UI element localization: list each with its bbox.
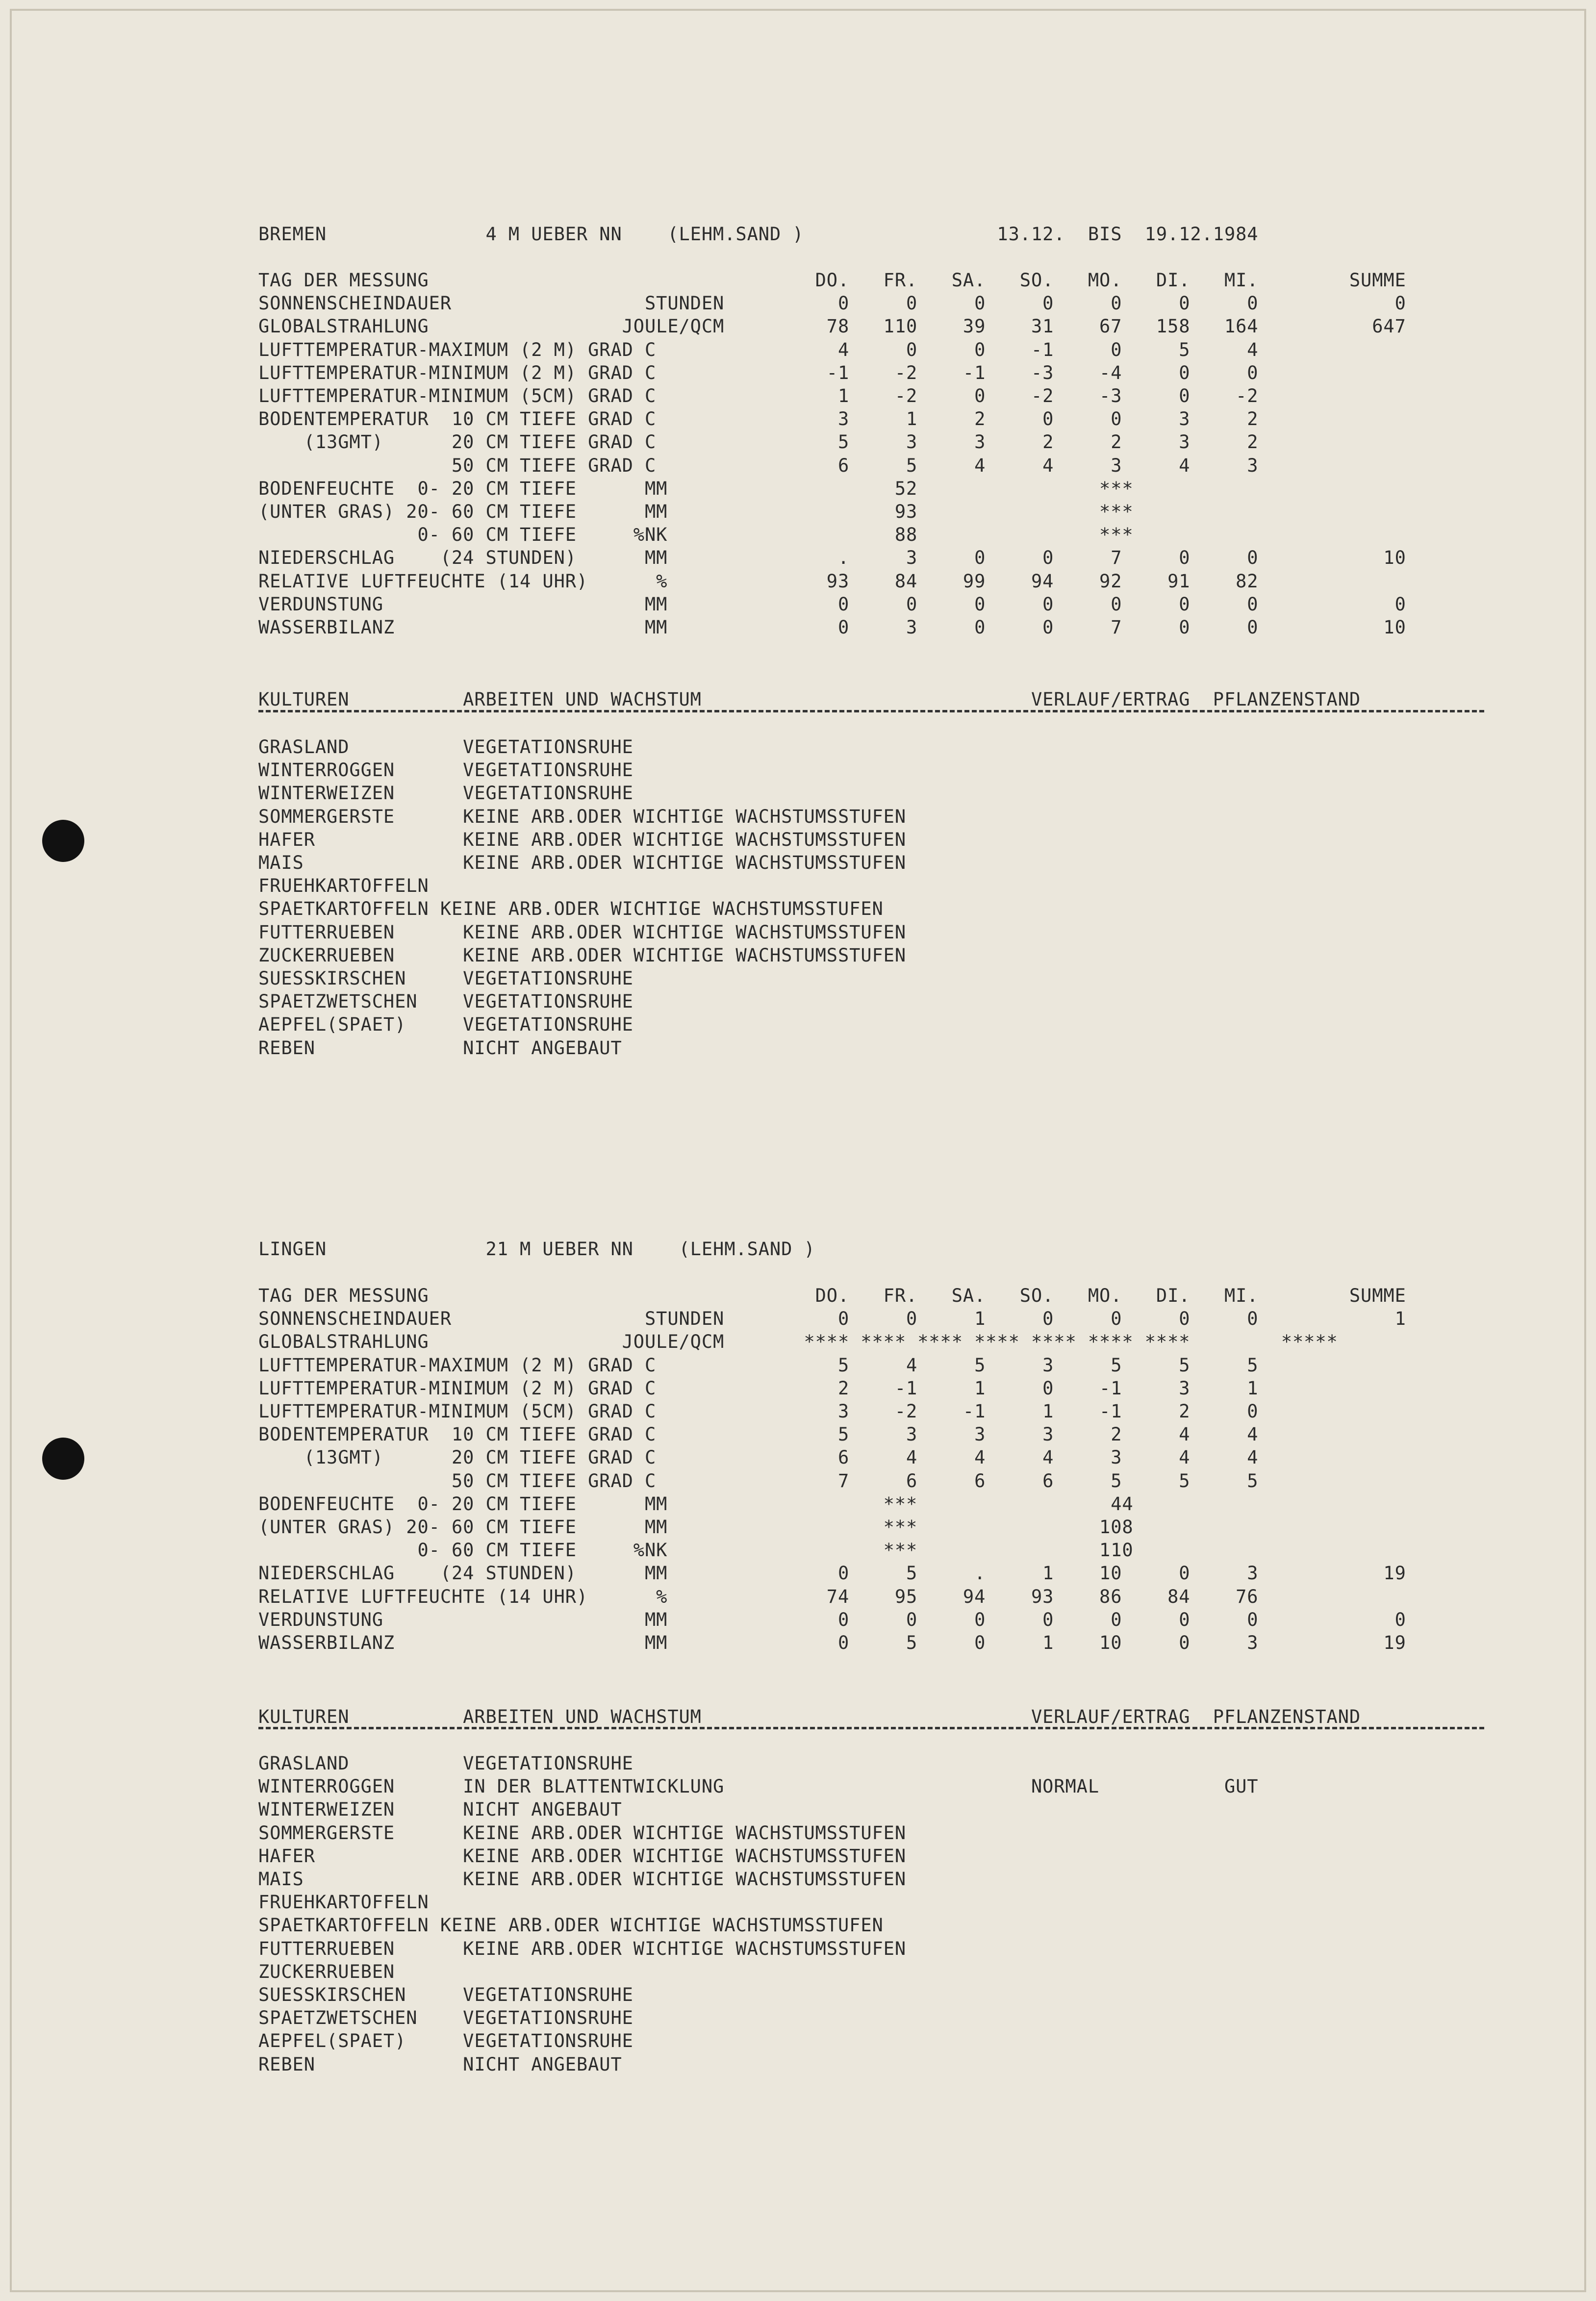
weather-row: NIEDERSCHLAG (24 STUNDEN) MM 0 5 . 1 10 0 3 19: [258, 1563, 1406, 1584]
weather-row: GLOBALSTRAHLUNG JOULE/QCM **** **** **** **** **** **** **** *****: [258, 1331, 1338, 1353]
weather-row: (UNTER GRAS) 20- 60 CM TIEFE MM *** 108: [258, 1517, 1134, 1538]
punch-hole: [42, 1438, 84, 1480]
weather-row: TAG DER MESSUNG DO. FR. SA. SO. MO. DI. MI. SUMME: [258, 1285, 1406, 1306]
weather-row: SONNENSCHEINDAUER STUNDEN 0 0 1 0 0 0 0 1: [258, 1308, 1406, 1330]
dashed-separator: [258, 710, 1484, 712]
crop-row: ZUCKERRUEBEN: [258, 1961, 395, 1982]
crop-row: FUTTERRUEBEN KEINE ARB.ODER WICHTIGE WACHSTUMSSTUFEN: [258, 921, 907, 943]
weather-row: 50 CM TIEFE GRAD C 7 6 6 6 5 5 5: [258, 1470, 1259, 1492]
weather-row: LUFTTEMPERATUR-MAXIMUM (2 M) GRAD C 5 4 5 3 5 5 5: [258, 1354, 1259, 1376]
crop-row: HAFER KEINE ARB.ODER WICHTIGE WACHSTUMSSTUFEN: [258, 829, 907, 850]
crop-row: SPAETKARTOFFELN KEINE ARB.ODER WICHTIGE WACHSTUMSSTUFEN: [258, 898, 884, 920]
crop-row: SUESSKIRSCHEN VEGETATIONSRUHE: [258, 968, 633, 989]
crops-header: KULTUREN ARBEITEN UND WACHSTUM VERLAUF/ERTRAG PFLANZENSTAND: [258, 689, 1361, 710]
weather-row: 0- 60 CM TIEFE %NK *** 110: [258, 1540, 1134, 1561]
weather-row: VERDUNSTUNG MM 0 0 0 0 0 0 0 0: [258, 1609, 1406, 1630]
weather-row: LUFTTEMPERATUR-MAXIMUM (2 M) GRAD C 4 0 0 -1 0 5 4: [258, 339, 1259, 360]
weather-row: RELATIVE LUFTFEUCHTE (14 UHR) % 93 84 99 94 92 91 82: [258, 570, 1259, 592]
weather-row: LUFTTEMPERATUR-MINIMUM (2 M) GRAD C -1 -2 -1 -3 -4 0 0: [258, 362, 1259, 383]
crop-row: ZUCKERRUEBEN KEINE ARB.ODER WICHTIGE WACHSTUMSSTUFEN: [258, 944, 907, 966]
weather-row: NIEDERSCHLAG (24 STUNDEN) MM . 3 0 0 7 0 0 10: [258, 547, 1406, 569]
crop-row: WINTERROGGEN VEGETATIONSRUHE: [258, 759, 633, 781]
weather-row: WASSERBILANZ MM 0 3 0 0 7 0 0 10: [258, 617, 1406, 638]
crop-row: WINTERWEIZEN VEGETATIONSRUHE: [258, 783, 633, 804]
station-header: LINGEN 21 M UEBER NN (LEHM.SAND ): [258, 1239, 815, 1260]
crop-row: SUESSKIRSCHEN VEGETATIONSRUHE: [258, 1984, 633, 2005]
crop-row: SOMMERGERSTE KEINE ARB.ODER WICHTIGE WACHSTUMSSTUFEN: [258, 806, 907, 827]
crops-header: KULTUREN ARBEITEN UND WACHSTUM VERLAUF/ERTRAG PFLANZENSTAND: [258, 1706, 1361, 1727]
weather-row: BODENTEMPERATUR 10 CM TIEFE GRAD C 3 1 2 0 0 3 2: [258, 408, 1259, 430]
crop-row: REBEN NICHT ANGEBAUT: [258, 1037, 622, 1059]
crop-row: SPAETKARTOFFELN KEINE ARB.ODER WICHTIGE WACHSTUMSSTUFEN: [258, 1915, 884, 1936]
crop-row: SOMMERGERSTE KEINE ARB.ODER WICHTIGE WACHSTUMSSTUFEN: [258, 1822, 907, 1844]
crop-row: HAFER KEINE ARB.ODER WICHTIGE WACHSTUMSSTUFEN: [258, 1845, 907, 1867]
weather-row: (13GMT) 20 CM TIEFE GRAD C 5 3 3 2 2 3 2: [258, 431, 1259, 453]
weather-row: BODENFEUCHTE 0- 20 CM TIEFE MM 52 ***: [258, 478, 1134, 499]
crop-row: MAIS KEINE ARB.ODER WICHTIGE WACHSTUMSSTUFEN: [258, 1869, 907, 1890]
weather-row: SONNENSCHEINDAUER STUNDEN 0 0 0 0 0 0 0 0: [258, 293, 1406, 314]
station-header: BREMEN 4 M UEBER NN (LEHM.SAND ) 13.12. BIS 19.12.1984: [258, 224, 1259, 245]
crop-row: WINTERWEIZEN NICHT ANGEBAUT: [258, 1799, 622, 1821]
crop-row: FUTTERRUEBEN KEINE ARB.ODER WICHTIGE WACHSTUMSSTUFEN: [258, 1938, 907, 1959]
weather-row: LUFTTEMPERATUR-MINIMUM (5CM) GRAD C 1 -2 0 -2 -3 0 -2: [258, 385, 1259, 406]
crop-row: GRASLAND VEGETATIONSRUHE: [258, 736, 633, 758]
crop-row: GRASLAND VEGETATIONSRUHE: [258, 1753, 633, 1774]
crop-row: SPAETZWETSCHEN VEGETATIONSRUHE: [258, 991, 633, 1012]
weather-row: BODENFEUCHTE 0- 20 CM TIEFE MM *** 44: [258, 1493, 1134, 1515]
punch-hole: [42, 820, 84, 862]
crop-row: AEPFEL(SPAET) VEGETATIONSRUHE: [258, 2030, 633, 2052]
weather-row: TAG DER MESSUNG DO. FR. SA. SO. MO. DI. MI. SUMME: [258, 270, 1406, 291]
weather-row: LUFTTEMPERATUR-MINIMUM (5CM) GRAD C 3 -2 -1 1 -1 2 0: [258, 1401, 1259, 1422]
crop-row: MAIS KEINE ARB.ODER WICHTIGE WACHSTUMSSTUFEN: [258, 852, 907, 873]
dashed-separator: [258, 1727, 1484, 1729]
weather-row: GLOBALSTRAHLUNG JOULE/QCM 78 110 39 31 67 158 164 647: [258, 316, 1406, 337]
weather-row: LUFTTEMPERATUR-MINIMUM (2 M) GRAD C 2 -1 1 0 -1 3 1: [258, 1377, 1259, 1399]
weather-row: VERDUNSTUNG MM 0 0 0 0 0 0 0 0: [258, 593, 1406, 615]
weather-row: RELATIVE LUFTFEUCHTE (14 UHR) % 74 95 94 93 86 84 76: [258, 1586, 1259, 1607]
crop-row: REBEN NICHT ANGEBAUT: [258, 2053, 622, 2075]
crop-row: SPAETZWETSCHEN VEGETATIONSRUHE: [258, 2007, 633, 2029]
crop-row: WINTERROGGEN IN DER BLATTENTWICKLUNG NORMAL GUT: [258, 1776, 1259, 1797]
crop-row: AEPFEL(SPAET) VEGETATIONSRUHE: [258, 1014, 633, 1036]
weather-row: 50 CM TIEFE GRAD C 6 5 4 4 3 4 3: [258, 455, 1259, 476]
crop-row: FRUEHKARTOFFELN: [258, 875, 429, 897]
weather-row: WASSERBILANZ MM 0 5 0 1 10 0 3 19: [258, 1632, 1406, 1653]
weather-row: 0- 60 CM TIEFE %NK 88 ***: [258, 524, 1134, 546]
crop-row: FRUEHKARTOFFELN: [258, 1892, 429, 1913]
weather-row: (UNTER GRAS) 20- 60 CM TIEFE MM 93 ***: [258, 501, 1134, 522]
weather-row: BODENTEMPERATUR 10 CM TIEFE GRAD C 5 3 3 3 2 4 4: [258, 1424, 1259, 1445]
weather-row: (13GMT) 20 CM TIEFE GRAD C 6 4 4 4 3 4 4: [258, 1447, 1259, 1468]
